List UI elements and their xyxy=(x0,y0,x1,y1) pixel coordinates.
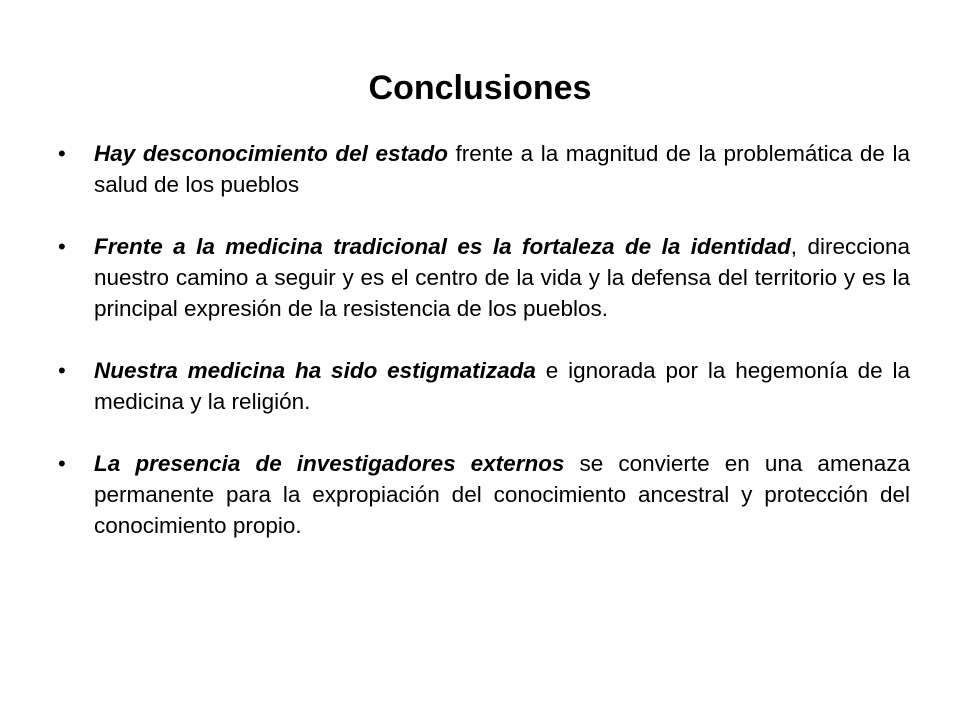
bullet-item-2 xyxy=(58,231,910,324)
bullet-item-1 xyxy=(58,138,910,200)
bullet-item-3 xyxy=(58,355,910,417)
bullet-dot-icon: • xyxy=(58,141,66,166)
bullet-dot-icon: • xyxy=(58,358,66,383)
bullet-emphasis: Hay desconocimiento del estado xyxy=(94,141,448,166)
bullet-dot-icon: • xyxy=(58,451,66,476)
slide-title: Conclusiones xyxy=(368,69,592,107)
bullet-list xyxy=(58,138,910,572)
bullet-emphasis: La presencia de investigadores externos xyxy=(94,451,565,476)
bullet-emphasis: Nuestra medicina ha sido estigmatizada xyxy=(94,358,536,383)
bullet-item-4 xyxy=(58,448,910,541)
bullet-text: e ignorada por la hegemonía de la medicina y la religión. xyxy=(94,358,910,414)
bullet-text: frente a la magnitud de la problemática de la salud de los pueblos xyxy=(94,141,910,197)
bullet-emphasis: Frente a la medicina tradicional es la fortaleza de la identidad xyxy=(94,234,791,259)
bullet-text: se convierte en una amenaza permanente para la expropiación del conocimiento ancestral y protección del conocimiento propio. xyxy=(94,451,910,538)
bullet-text: , direcciona nuestro camino a seguir y es el centro de la vida y la defensa del territorio y es la principal expresión de la resistencia de los pueblos. xyxy=(94,234,910,321)
bullet-dot-icon: • xyxy=(58,234,66,259)
